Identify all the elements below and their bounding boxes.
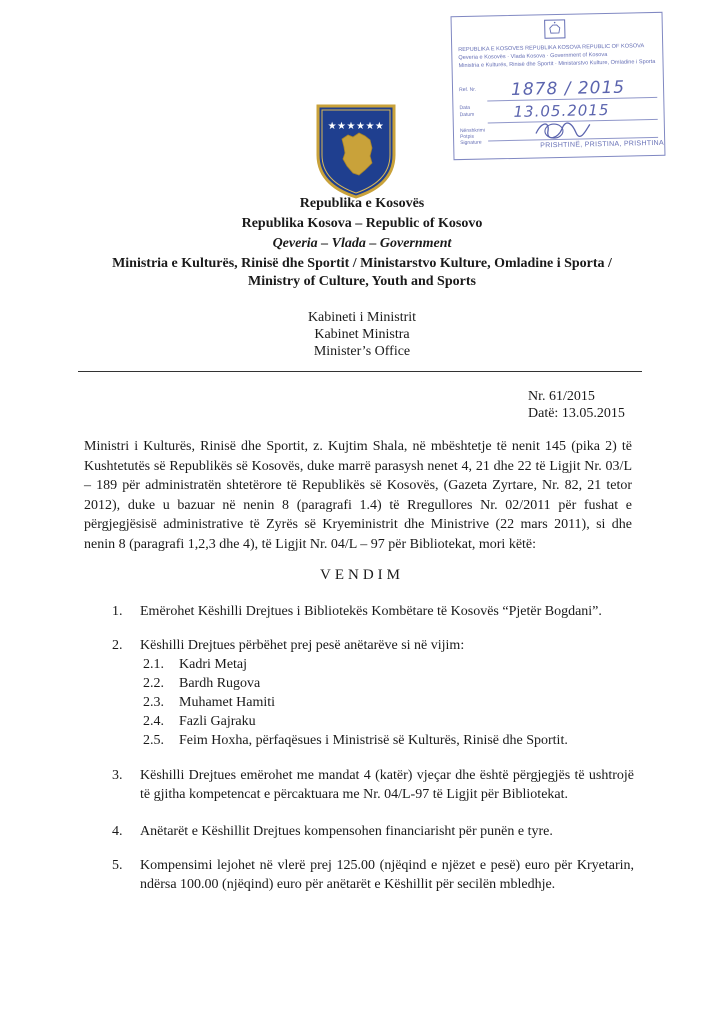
- item-text: Këshilli Drejtues përbëhet prej pesë anëtarëve si në vijim:: [140, 638, 465, 653]
- office-serbian: Kabinet Ministra: [314, 327, 410, 342]
- header-government: Qeveria – Vlada – Government: [272, 236, 452, 251]
- header-country-multilingual: Republika Kosova – Republic of Kosovo: [241, 216, 483, 231]
- member-name: Feim Hoxha, përfaqësues i Ministrisë së Kulturës, Rinisë dhe Sportit.: [179, 733, 568, 748]
- item-number: 3.: [112, 768, 123, 783]
- item-number: 5.: [112, 858, 123, 873]
- member-list-item: [143, 674, 260, 693]
- reference-date: Datë: 13.05.2015: [528, 406, 625, 421]
- item-text: Këshilli Drejtues emërohet me mandat 4 (katër) vjeçar dhe është përgjegjës të ushtrojë të gjitha kompetencat e përcaktuara me Nr. 04/L-97 të Ligjit për Bibliotekat.: [140, 768, 634, 802]
- item-number: 1.: [112, 604, 123, 619]
- member-name: Kadri Metaj: [179, 657, 248, 672]
- member-name: Bardh Rugova: [179, 676, 261, 691]
- header-divider: [78, 371, 642, 372]
- item-text: Emërohet Këshilli Drejtues i Bibliotekës Kombëtare të Kosovës “Pjetër Bogdani”.: [140, 604, 602, 619]
- stamp-label-datum: Datum: [459, 111, 475, 119]
- stamp-label-signature: Nënshkrimi Potpis Signature: [459, 127, 485, 147]
- stamp-label-data: Data: [459, 104, 471, 112]
- stamp-line-1: REPUBLIKA E KOSOVËS REPUBLIKA KOSOVA REPUBLIC OF KOSOVA: [458, 43, 645, 54]
- item-text: Kompensimi lejohet në vlerë prej 125.00 (njëqind e njëzet e pesë) euro për Kryetarin, ndërsa 100.00 (njëqind) euro për anëtarët e Këshillit për secilën mbledhje.: [140, 858, 634, 892]
- member-name: Fazli Gajraku: [179, 714, 256, 729]
- small-coat-of-arms-icon: [544, 19, 566, 39]
- member-number: 2.2.: [143, 676, 164, 691]
- member-number: 2.4.: [143, 714, 164, 729]
- signature-mark-icon: [532, 118, 592, 141]
- stamp-line-2: Qeveria e Kosovës · Vlada Kosova · Government of Kosova: [458, 51, 608, 62]
- member-name: Muhamet Hamiti: [179, 695, 276, 710]
- member-list-item: [143, 655, 247, 674]
- stamp-city: PRISHTINË, PRISTINA, PRISHTINA: [540, 139, 665, 150]
- intro-paragraph: Ministri i Kulturës, Rinisë dhe Sportit, z. Kujtim Shala, në mbështetje të nenit 145 (pika 2) të Kushtetutës së Republikës së Kosovës, duke marrë parasysh nenet 4, 21 dhe 22 të Ligjit Nr. 03/L – 189 për administratën shtetërore të Republikës së Kosovës, (Gazeta Zyrtare, Nr. 82, 21 tetor 2012), duke u bazuar në nenin 8 (paragrafi 1.4) të Rregullores Nr. 02/2011 për fushat e përgjegjësisë administrative të Zyrës së Kryeministrit dhe Ministrive (22 mars 2011), si dhe nenin 8 (paragrafi 1,2,3 dhe 4), të Ligjit Nr. 04/L – 97 për Bibliotekat, mori këtë:: [84, 439, 632, 552]
- member-number: 2.5.: [143, 733, 164, 748]
- header-ministry: Ministria e Kulturës, Rinisë dhe Sportit / Ministarstvo Kulture, Omladine i Sporta /: [112, 256, 612, 271]
- registry-stamp: [451, 12, 666, 160]
- stamp-ref-number: 1878 / 2015: [510, 77, 626, 100]
- member-list-item: [143, 731, 568, 750]
- svg-text:★★★★★★: ★★★★★★: [327, 121, 385, 132]
- header-country-albanian: Republika e Kosovës: [299, 196, 425, 211]
- member-number: 2.3.: [143, 695, 164, 710]
- stamp-line-3: Ministria e Kulturës, Rinisë dhe Sportit · Ministarstvo Kulture, Omladine i Sporta: [458, 58, 656, 70]
- member-list-item: [143, 712, 256, 731]
- item-number: 2.: [112, 638, 123, 653]
- member-list-item: [143, 693, 275, 712]
- header-ministry-english: Ministry of Culture, Youth and Sports: [248, 274, 476, 289]
- stamp-label-ref: Ref. Nr.: [459, 86, 477, 94]
- item-text: Anëtarët e Këshillit Drejtues kompensohen financiarisht për punën e tyre.: [140, 824, 553, 839]
- reference-number: Nr. 61/2015: [528, 389, 595, 404]
- decision-title: VENDIM: [320, 567, 404, 583]
- office-english: Minister’s Office: [313, 344, 411, 359]
- item-number: 4.: [112, 824, 123, 839]
- member-number: 2.1.: [143, 657, 164, 672]
- kosovo-coat-of-arms-icon: [315, 103, 397, 199]
- office-albanian: Kabineti i Ministrit: [307, 310, 417, 325]
- stamp-date: 13.05.2015: [513, 100, 610, 121]
